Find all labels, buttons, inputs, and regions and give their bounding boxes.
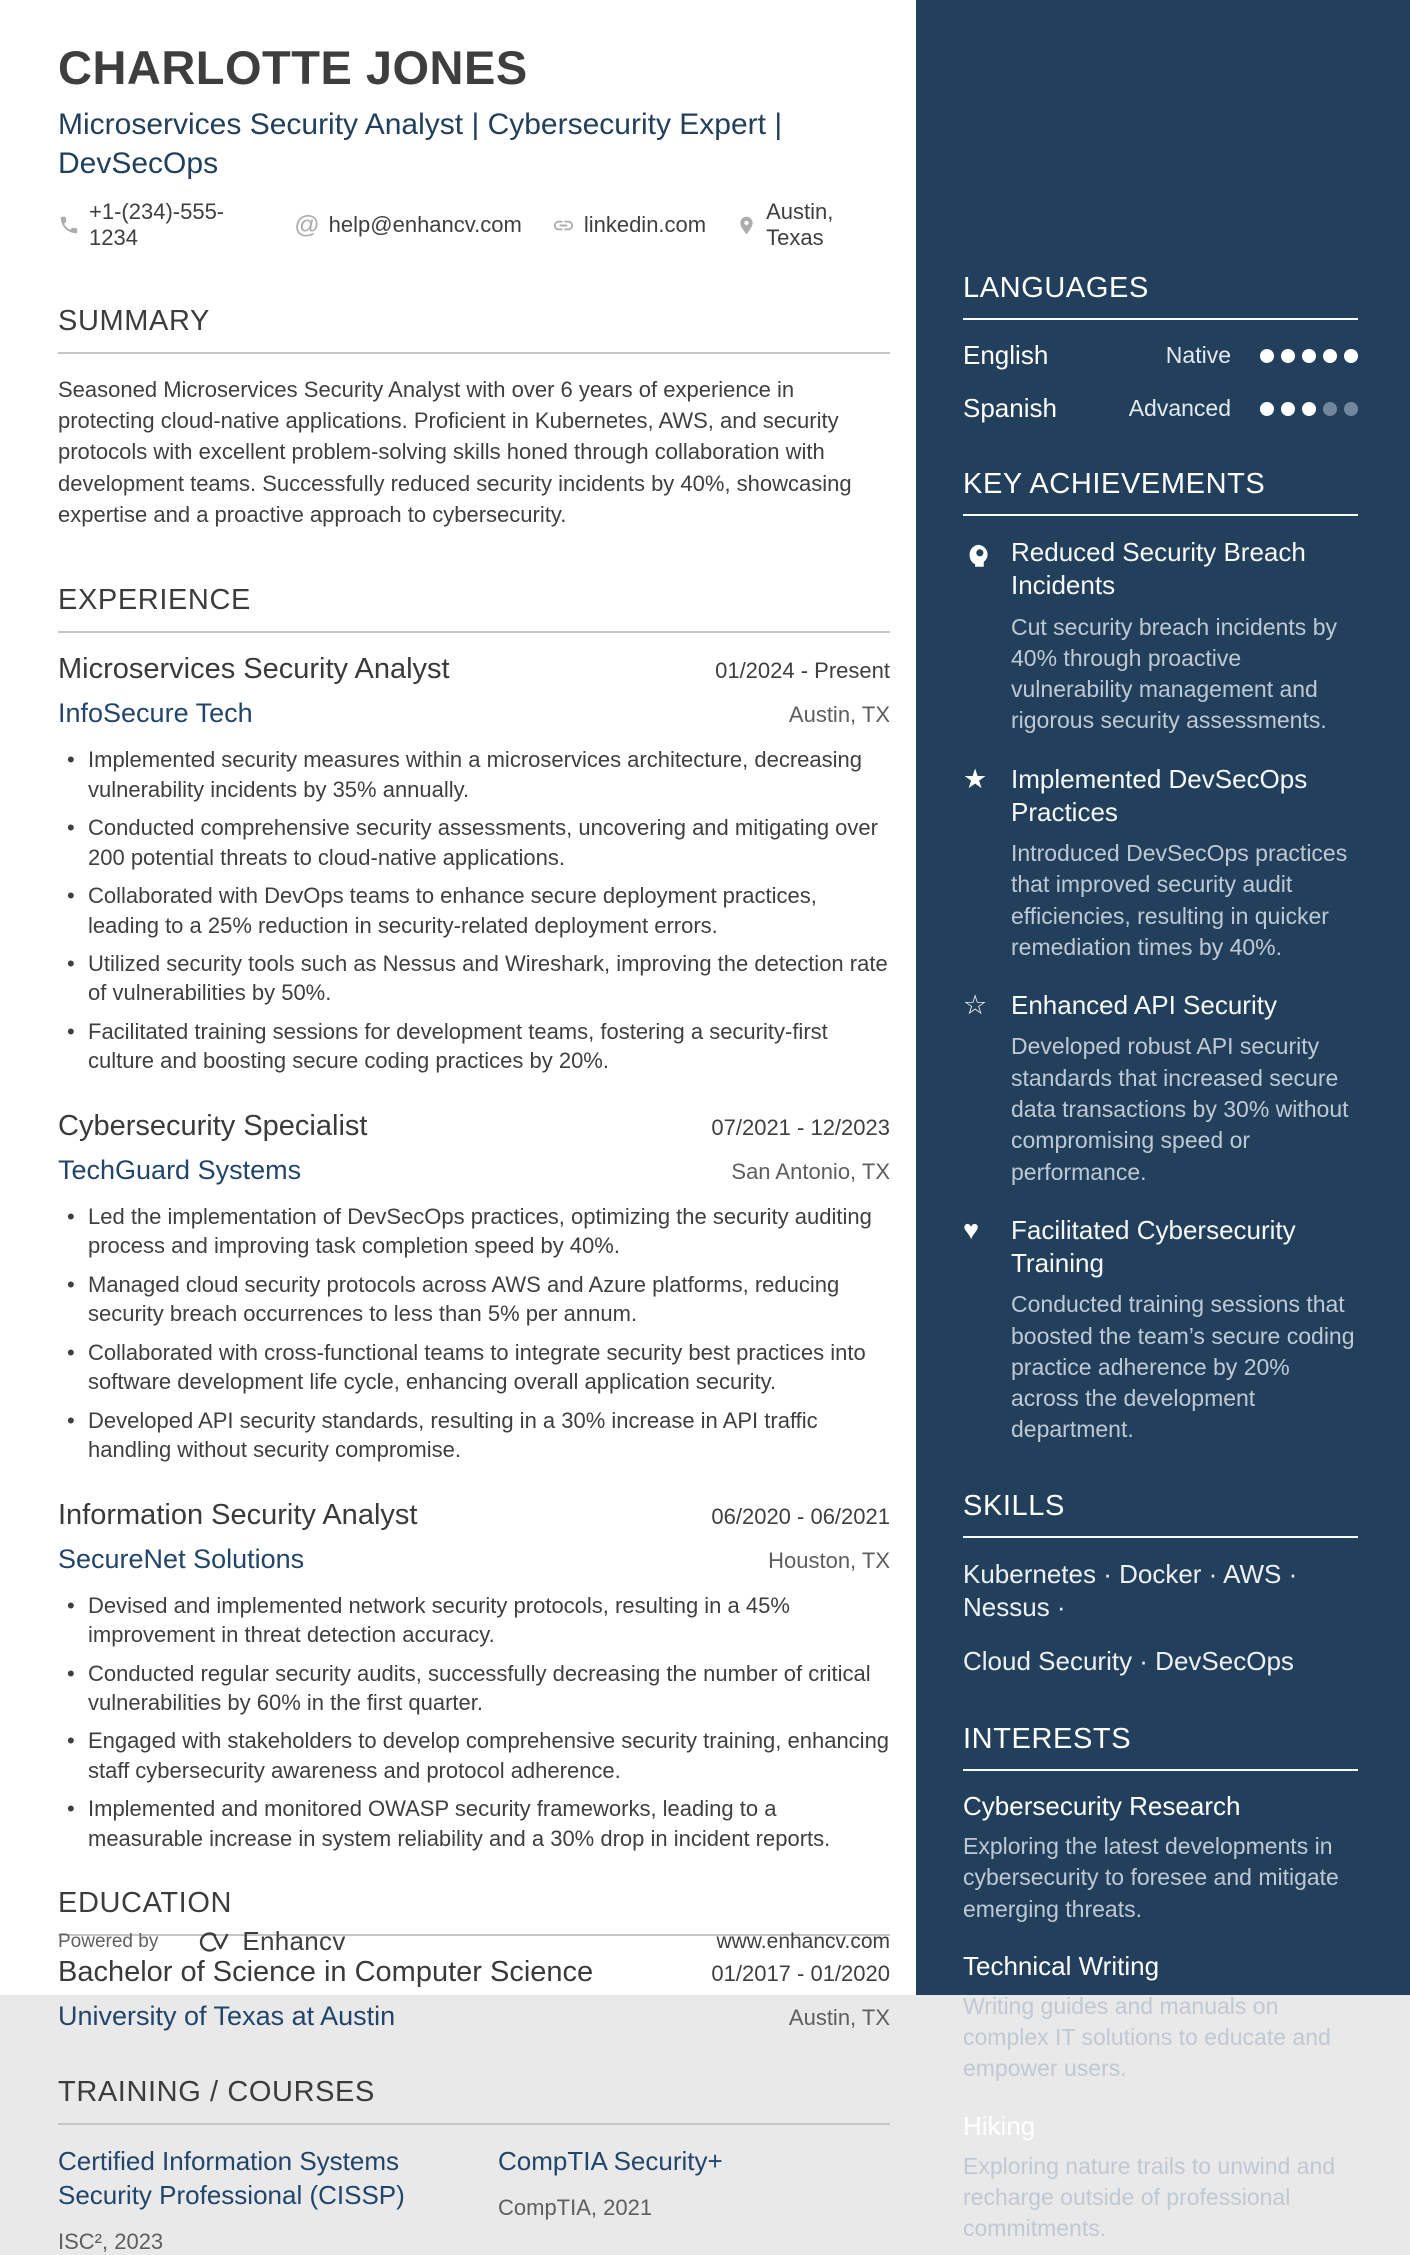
job-bullets [58, 1591, 890, 1854]
enhancv-logo[interactable] [196, 1926, 345, 1957]
interests-heading: INTERESTS [963, 1723, 1132, 1756]
summary-section [58, 305, 890, 530]
interest-item [963, 1791, 1358, 1925]
achievement-title: Implemented DevSecOps Practices [1011, 763, 1308, 827]
job-bullet: • Utilized security tools such as Nessus and Wireshark, improving the detection rate of vulnerabilities by 50%. [58, 949, 890, 1008]
contact-phone-text[interactable]: +1-(234)-555-1234 [89, 199, 225, 250]
contact-email-text[interactable]: help@enhancv.com [328, 212, 522, 237]
achievement-item [963, 1214, 1358, 1446]
achievements-heading: KEY ACHIEVEMENTS [963, 468, 1266, 500]
summary-text: Seasoned Microservices Security Analyst with over 6 years of experience in protecting cloud-native applications. Proficient in Kubernetes, AWS, and security protocols with excellent problem-solving skills honed through collaboration with development teams. Successfully reduced security incidents by 40%, showcasing expertise and a proactive approach to cybersecurity. [58, 377, 852, 527]
job-bullets [58, 745, 890, 1076]
language-row [963, 393, 1358, 424]
contact-website [552, 212, 706, 238]
heart-icon: ♥ [963, 1214, 980, 1245]
job-bullet: • Engaged with stakeholders to develop comprehensive security training, enhancing staff cybersecurity awareness and protocol adherence. [58, 1726, 890, 1785]
language-row [963, 340, 1358, 371]
achievement-text: Introduced DevSecOps practices that improved security audit efficiencies, resulting in quicker remediation times by 40%. [1011, 840, 1348, 960]
enhancv-logo-icon [196, 1928, 232, 1956]
job-dates: 01/2024 - Present [715, 658, 890, 684]
contact-phone [58, 199, 264, 251]
star-filled-icon: ★ [963, 763, 988, 794]
interest-item [963, 2111, 1358, 2245]
course-title: Certified Information Systems Security Professional (CISSP) [58, 2146, 405, 2211]
achievement-text: Developed robust API security standards that increased secure data transactions by 30% without compromising speed or performance. [1011, 1033, 1349, 1185]
at-icon: @ [294, 210, 320, 239]
contact-website-text[interactable]: linkedin.com [583, 212, 707, 237]
skills-line: Cloud Security · DevSecOps [963, 1646, 1294, 1677]
footer [58, 1926, 890, 1957]
powered-by-label: Powered by [58, 1930, 159, 1952]
enhancv-wordmark: Enhancv [242, 1926, 346, 1956]
interest-text: Exploring the latest developments in cybersecurity to foresee and mitigate emerging threats. [963, 1833, 1339, 1922]
education-section [58, 1887, 890, 2032]
job-entry [58, 1499, 890, 1854]
mind-icon [963, 536, 997, 737]
job-bullet: • Devised and implemented network security protocols, resulting in a 45% improvement in threat detection accuracy. [58, 1591, 890, 1650]
language-name: Spanish [963, 393, 1057, 423]
education-dates: 01/2017 - 01/2020 [711, 1961, 890, 1987]
experience-heading: EXPERIENCE [58, 584, 251, 617]
achievement-text: Cut security breach incidents by 40% through proactive vulnerability management and rigorous security assessments. [1011, 613, 1337, 734]
language-level: Advanced [1128, 395, 1231, 421]
section-divider [963, 318, 1358, 320]
contact-location [736, 199, 890, 251]
training-section [58, 2076, 890, 2255]
section-divider [58, 631, 890, 633]
job-bullet: • Implemented and monitored OWASP security frameworks, leading to a measurable increase in system reliability and a 30% drop in incident reports. [58, 1794, 890, 1853]
job-bullets [58, 1202, 890, 1465]
language-proficiency-dots [1253, 402, 1358, 416]
job-company: InfoSecure Tech [58, 698, 253, 729]
achievement-title: Reduced Security Breach Incidents [1011, 537, 1306, 601]
achievement-item [963, 989, 1358, 1188]
experience-section [58, 584, 890, 1853]
languages-section [963, 272, 1358, 424]
job-location: Houston, TX [768, 1547, 890, 1573]
footer-url[interactable]: www.enhancv.com [716, 1929, 890, 1953]
education-heading: EDUCATION [58, 1887, 233, 1920]
candidate-headline: Microservices Security Analyst | Cybersecurity Expert | DevSecOps [58, 108, 783, 180]
job-company: SecureNet Solutions [58, 1543, 305, 1574]
course-entry [498, 2145, 723, 2255]
education-degree: Bachelor of Science in Computer Science [58, 1956, 594, 1989]
course-title: CompTIA Security+ [498, 2146, 723, 2177]
job-bullet: • Implemented security measures within a microservices architecture, decreasing vulnerability incidents by 35% annually. [58, 745, 890, 804]
job-dates: 07/2021 - 12/2023 [711, 1114, 890, 1140]
job-title: Information Security Analyst [58, 1498, 418, 1531]
job-title: Cybersecurity Specialist [58, 1109, 368, 1142]
job-dates: 06/2020 - 06/2021 [711, 1503, 890, 1529]
interests-section [963, 1723, 1358, 2244]
interest-title: Technical Writing [963, 1950, 1160, 1981]
language-name: English [963, 340, 1049, 370]
section-divider [58, 2123, 890, 2125]
achievements-section [963, 468, 1358, 1446]
section-divider [58, 352, 890, 354]
location-pin-icon [736, 215, 757, 236]
contact-location-text: Austin, Texas [766, 199, 834, 250]
job-entry [58, 653, 890, 1076]
summary-heading: SUMMARY [58, 305, 210, 337]
education-school: University of Texas at Austin [58, 2001, 396, 2032]
job-location: Austin, TX [788, 702, 890, 728]
skills-section [963, 1490, 1358, 1679]
sidebar [916, 0, 1410, 2242]
job-company: TechGuard Systems [58, 1154, 302, 1185]
interest-item [963, 1951, 1358, 2085]
contact-email [294, 211, 522, 240]
skills-line: Kubernetes · Docker · AWS · Nessus · [963, 1558, 1298, 1623]
achievement-item [963, 536, 1358, 737]
contact-row [58, 199, 890, 251]
interest-title: Hiking [963, 2110, 1036, 2141]
job-bullet: • Developed API security standards, resulting in a 30% increase in API traffic handling without security compromise. [58, 1406, 890, 1465]
section-divider [963, 514, 1358, 516]
achievement-title: Enhanced API Security [1011, 990, 1277, 1021]
job-bullet: • Conducted comprehensive security assessments, uncovering and mitigating over 200 potential threats to cloud-native applications. [58, 813, 890, 872]
job-bullet: • Collaborated with DevOps teams to enhance secure deployment practices, leading to a 25% reduction in security-related deployment errors. [58, 881, 890, 940]
link-icon [552, 214, 575, 237]
skills-heading: SKILLS [963, 1489, 1065, 1522]
job-location: San Antonio, TX [731, 1158, 890, 1184]
training-heading: TRAINING / COURSES [58, 2076, 375, 2109]
job-bullet: • Facilitated training sessions for development teams, fostering a security-first culture and boosting secure coding practices by 20%. [58, 1017, 890, 1076]
star-outline-icon: ☆ [963, 990, 988, 1021]
section-divider [963, 1536, 1358, 1538]
language-proficiency-dots [1253, 349, 1358, 363]
phone-icon [58, 214, 80, 236]
candidate-name: CHARLOTTE JONES [58, 41, 528, 94]
job-title: Microservices Security Analyst [58, 653, 450, 686]
job-bullet: • Led the implementation of DevSecOps practices, optimizing the security auditing process and improving task completion speed by 40%. [58, 1202, 890, 1261]
interest-title: Cybersecurity Research [963, 1791, 1241, 1822]
job-bullet: • Collaborated with cross-functional teams to integrate security best practices into software development life cycle, enhancing overall application security. [58, 1338, 890, 1397]
section-divider [963, 1769, 1358, 1771]
course-org: CompTIA, 2021 [498, 2195, 653, 2221]
job-bullet: • Managed cloud security protocols across AWS and Azure platforms, reducing security breach occurrences to less than 5% per annum. [58, 1270, 890, 1329]
language-level: Native [1165, 342, 1231, 368]
course-org: ISC², 2023 [58, 2228, 164, 2254]
achievement-text: Conducted training sessions that boosted the team’s secure coding practice adherence by 20% across the development department. [1011, 1291, 1355, 1443]
education-location: Austin, TX [788, 2005, 890, 2031]
achievement-title: Facilitated Cybersecurity Training [1011, 1214, 1296, 1279]
achievement-item [963, 763, 1358, 964]
interest-text: Exploring nature trails to unwind and recharge outside of professional commitments. [963, 2152, 1336, 2242]
languages-heading: LANGUAGES [963, 272, 1149, 304]
job-entry [58, 1110, 890, 1465]
interest-text: Writing guides and manuals on complex IT solutions to educate and empower users. [963, 1992, 1331, 2082]
job-bullet: • Conducted regular security audits, successfully decreasing the number of critical vulnerabilities by 60% in the first quarter. [58, 1659, 890, 1718]
course-entry [58, 2145, 458, 2255]
